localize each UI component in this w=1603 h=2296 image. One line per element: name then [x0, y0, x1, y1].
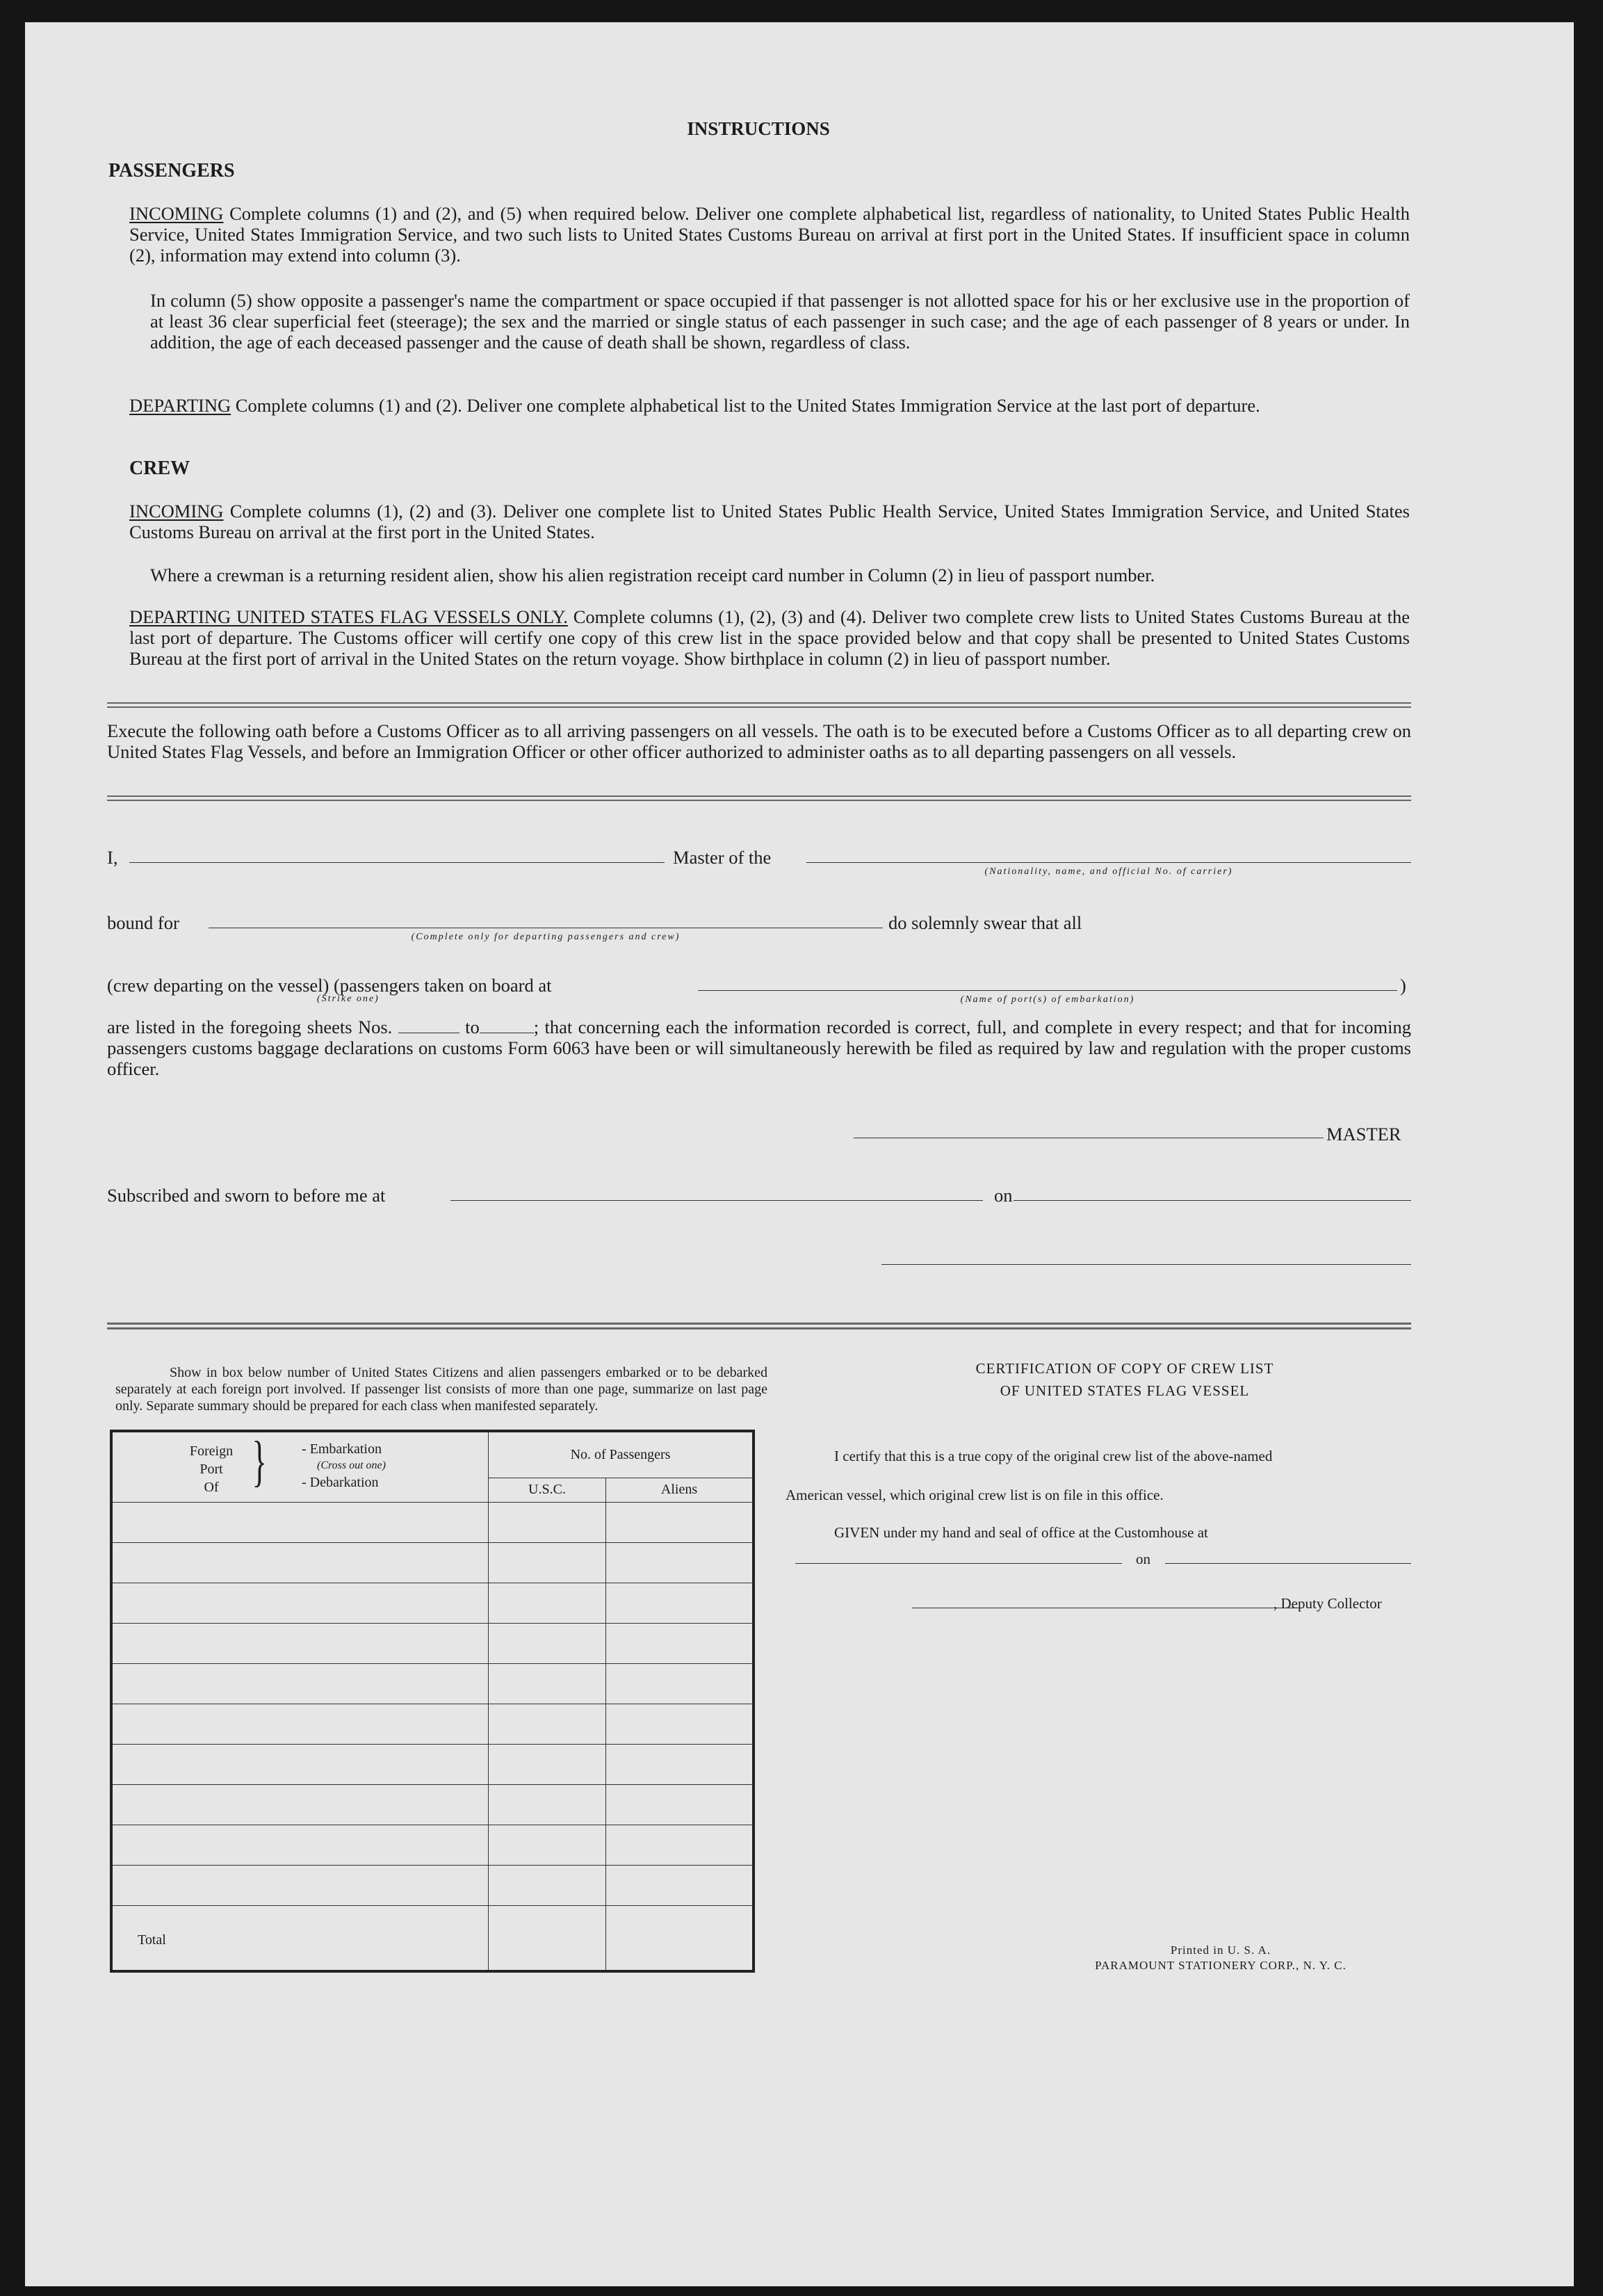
- port-cell[interactable]: [111, 1624, 489, 1664]
- certification-line-2: American vessel, which original crew list is on file in this office.: [786, 1487, 1164, 1503]
- certification-line-3: GIVEN under my hand and seal of office at the Customhouse at: [834, 1524, 1208, 1541]
- officer-signature-field[interactable]: [881, 1264, 1411, 1265]
- carrier-field[interactable]: [806, 862, 1411, 863]
- aliens-cell[interactable]: [606, 1503, 754, 1543]
- bound-for-caption: (Complete only for departing passengers and crew): [411, 932, 681, 942]
- aliens-cell[interactable]: [606, 1543, 754, 1583]
- aliens-cell[interactable]: [606, 1664, 754, 1704]
- passengers-incoming-paragraph: [129, 203, 1410, 266]
- passenger-summary-table: [110, 1430, 755, 1973]
- port-cell[interactable]: [111, 1745, 489, 1785]
- table-row: [111, 1543, 754, 1583]
- master-label: MASTER: [1326, 1124, 1401, 1145]
- total-row: [111, 1906, 754, 1972]
- passengers-incoming-text: Complete columns (1) and (2), and (5) when required below. Deliver one complete alphabetical list, regardless of nationality, to United States Public Health Service, United States Immigration Service, and two such lists to United States Customs Bureau on arrival at first port in the United States. If insufficient space in column (2), information may extend into column (3).: [129, 203, 1410, 266]
- table-row: [111, 1704, 754, 1745]
- crew-departing-label: DEPARTING UNITED STATES FLAG VESSELS ONLY.: [129, 606, 568, 627]
- port-cell[interactable]: [111, 1543, 489, 1583]
- aliens-cell[interactable]: [606, 1745, 754, 1785]
- solemnly-swear-label: do solemnly swear that all: [888, 912, 1082, 933]
- divider-3: [107, 1323, 1411, 1329]
- column5-paragraph: In column (5) show opposite a passenger's name the compartment or space occupied if that passenger is not allotted space for his or her exclusive use in the proportion of at least 36 clear superficial feet (steerage); the sex and the married or single status of each passenger in such case; and the age of each passenger of 8 years or under. In addition, the age of each deceased passenger and the cause of death shall be shown, regardless of class.: [150, 290, 1410, 353]
- divider-1: [107, 702, 1411, 708]
- embarkation-ports-field[interactable]: [698, 990, 1397, 991]
- foreign-port-of-labels: [184, 1442, 239, 1496]
- usc-cell[interactable]: [489, 1664, 606, 1704]
- port-cell[interactable]: [111, 1785, 489, 1825]
- table-row: [111, 1745, 754, 1785]
- table-row: [111, 1825, 754, 1866]
- crew-incoming-paragraph: [129, 501, 1410, 542]
- debarkation-option[interactable]: - Debarkation: [302, 1475, 379, 1490]
- table-body: [111, 1503, 754, 1906]
- brace-icon: }: [252, 1431, 267, 1492]
- total-aliens-cell[interactable]: [606, 1906, 754, 1972]
- aliens-cell[interactable]: [606, 1704, 754, 1745]
- bound-for-label: bound for: [107, 912, 179, 933]
- table-row: [111, 1583, 754, 1624]
- usc-cell[interactable]: [489, 1704, 606, 1745]
- aliens-cell[interactable]: [606, 1785, 754, 1825]
- aliens-header: Aliens: [606, 1478, 754, 1502]
- usc-cell[interactable]: [489, 1583, 606, 1624]
- aliens-cell[interactable]: [606, 1624, 754, 1664]
- printer-line-2: PARAMOUNT STATIONERY CORP., N. Y. C.: [1095, 1959, 1346, 1972]
- usc-header: U.S.C.: [489, 1478, 606, 1502]
- of-label: Of: [204, 1480, 219, 1495]
- crew-incoming-text: Complete columns (1), (2) and (3). Deliver one complete list to United States Public Health Service, United States Immigration Service, and United States Customs Bureau on arrival at the first port in the United States.: [129, 501, 1410, 542]
- total-label-cell: [111, 1906, 489, 1972]
- instructions-heading: INSTRUCTIONS: [687, 118, 830, 139]
- sworn-place-field[interactable]: [450, 1200, 983, 1201]
- divider-2: [107, 795, 1411, 801]
- passengers-departing-label: DEPARTING: [129, 395, 231, 416]
- strike-one-caption: (Strike one): [317, 994, 380, 1004]
- master-of-the-label: Master of the: [673, 847, 772, 868]
- printer-imprint: [1047, 1943, 1394, 1973]
- table-header-row: [111, 1431, 754, 1478]
- usc-cell[interactable]: [489, 1543, 606, 1583]
- carrier-caption: (Nationality, name, and official No. of carrier): [984, 866, 1233, 877]
- form-page: [25, 22, 1574, 2286]
- crew-departing-paragraph: [129, 606, 1410, 669]
- no-passengers-header: No. of Passengers: [489, 1431, 754, 1478]
- crew-resident-paragraph: Where a crewman is a returning resident alien, show his alien registration receipt card number in Column (2) in lieu of passport number.: [150, 565, 1155, 585]
- table-row: [111, 1624, 754, 1664]
- table-row: [111, 1503, 754, 1543]
- cross-out-note: (Cross out one): [317, 1460, 386, 1471]
- deputy-collector-label: , Deputy Collector: [1274, 1595, 1382, 1612]
- embarkation-option[interactable]: - Embarkation: [302, 1441, 382, 1457]
- certification-title: [769, 1357, 1481, 1402]
- crew-incoming-label: INCOMING: [129, 501, 224, 522]
- port-cell[interactable]: [111, 1866, 489, 1906]
- usc-cell[interactable]: [489, 1503, 606, 1543]
- total-usc-cell[interactable]: [489, 1906, 606, 1972]
- certification-on-label: on: [1136, 1551, 1150, 1567]
- port-cell[interactable]: [111, 1503, 489, 1543]
- listed-text-1: are listed in the foregoing sheets Nos.: [107, 1017, 393, 1037]
- table-row: [111, 1785, 754, 1825]
- aliens-cell[interactable]: [606, 1583, 754, 1624]
- crew-departing-label-oath: (crew departing on the vessel) (passengers taken on board at: [107, 975, 552, 996]
- port-cell[interactable]: [111, 1704, 489, 1745]
- certification-line-1: I certify that this is a true copy of the original crew list of the above-named: [834, 1448, 1273, 1464]
- usc-cell[interactable]: [489, 1624, 606, 1664]
- foreign-label: Foreign: [189, 1444, 234, 1459]
- usc-cell[interactable]: [489, 1825, 606, 1866]
- master-name-field[interactable]: [129, 862, 665, 863]
- aliens-cell[interactable]: [606, 1866, 754, 1906]
- subscribed-label: Subscribed and sworn to before me at: [107, 1185, 386, 1206]
- port-header-cell: [111, 1431, 489, 1503]
- printer-line-1: Printed in U. S. A.: [1170, 1943, 1271, 1957]
- close-paren: ): [1400, 975, 1406, 996]
- port-cell[interactable]: [111, 1583, 489, 1624]
- passengers-heading: PASSENGERS: [108, 160, 235, 181]
- certification-title-line-2: OF UNITED STATES FLAG VESSEL: [1000, 1382, 1250, 1399]
- listed-text-2: ; that concerning each the information recorded is correct, full, and complete in every respect; and that for incoming passengers customs baggage declarations on customs Form 6063 have been or will simultaneously herewith be filed as required by law and regulation with the proper customs officer.: [107, 1017, 1412, 1079]
- port-cell[interactable]: [111, 1825, 489, 1866]
- port-cell[interactable]: [111, 1664, 489, 1704]
- usc-cell[interactable]: [489, 1866, 606, 1906]
- oath-instruction-paragraph: Execute the following oath before a Customs Officer as to all arriving passengers on all vessels. The oath is to be executed before a Customs Officer as to all departing crew on United States Flag Vessels, and before an Immigration Officer or other officer authorized to administer oaths as to all departing passengers on all vessels.: [107, 720, 1411, 762]
- table-row: [111, 1664, 754, 1704]
- port-label: Port: [200, 1462, 223, 1477]
- oath-i-label: I,: [107, 847, 118, 868]
- usc-cell[interactable]: [489, 1785, 606, 1825]
- sworn-on-label: on: [994, 1185, 1013, 1206]
- customhouse-field[interactable]: [795, 1563, 1122, 1564]
- ports-caption: (Name of port(s) of embarkation): [960, 994, 1135, 1005]
- crew-heading: CREW: [129, 458, 190, 479]
- passengers-departing-text: Complete columns (1) and (2). Deliver one complete alphabetical list to the United States Immigration Service at the last port of departure.: [231, 395, 1260, 416]
- to-label: to: [465, 1017, 480, 1037]
- sworn-date-field[interactable]: [1014, 1200, 1411, 1201]
- certification-date-field[interactable]: [1165, 1563, 1411, 1564]
- table-row: [111, 1866, 754, 1906]
- passengers-departing-paragraph: [129, 395, 1410, 416]
- total-label: Total: [138, 1932, 166, 1948]
- oath-listed-paragraph: [107, 1017, 1411, 1079]
- embark-debark-labels: [302, 1441, 386, 1491]
- aliens-cell[interactable]: [606, 1825, 754, 1866]
- crew-departing-text: Complete columns (1), (2), (3) and (4). Deliver two complete crew lists to United States Customs Bureau at the last port of departure. The Customs officer will certify one copy of this crew list in the space provided below and that copy shall be presented to United States Customs Bureau at the first port of arrival in the United States on the return voyage. Show birthplace in column (2) in lieu of passport number.: [129, 606, 1410, 669]
- summary-instruction: Show in box below number of United States Citizens and alien passengers embarked or to be debarked separately at each foreign port involved. If passenger list consists of more than one page, summarize on last page only. Separate summary should be prepared for each class when manifested separately.: [115, 1365, 767, 1414]
- usc-cell[interactable]: [489, 1745, 606, 1785]
- certification-title-line-1: CERTIFICATION OF COPY OF CREW LIST: [975, 1360, 1274, 1377]
- passengers-incoming-label: INCOMING: [129, 203, 224, 224]
